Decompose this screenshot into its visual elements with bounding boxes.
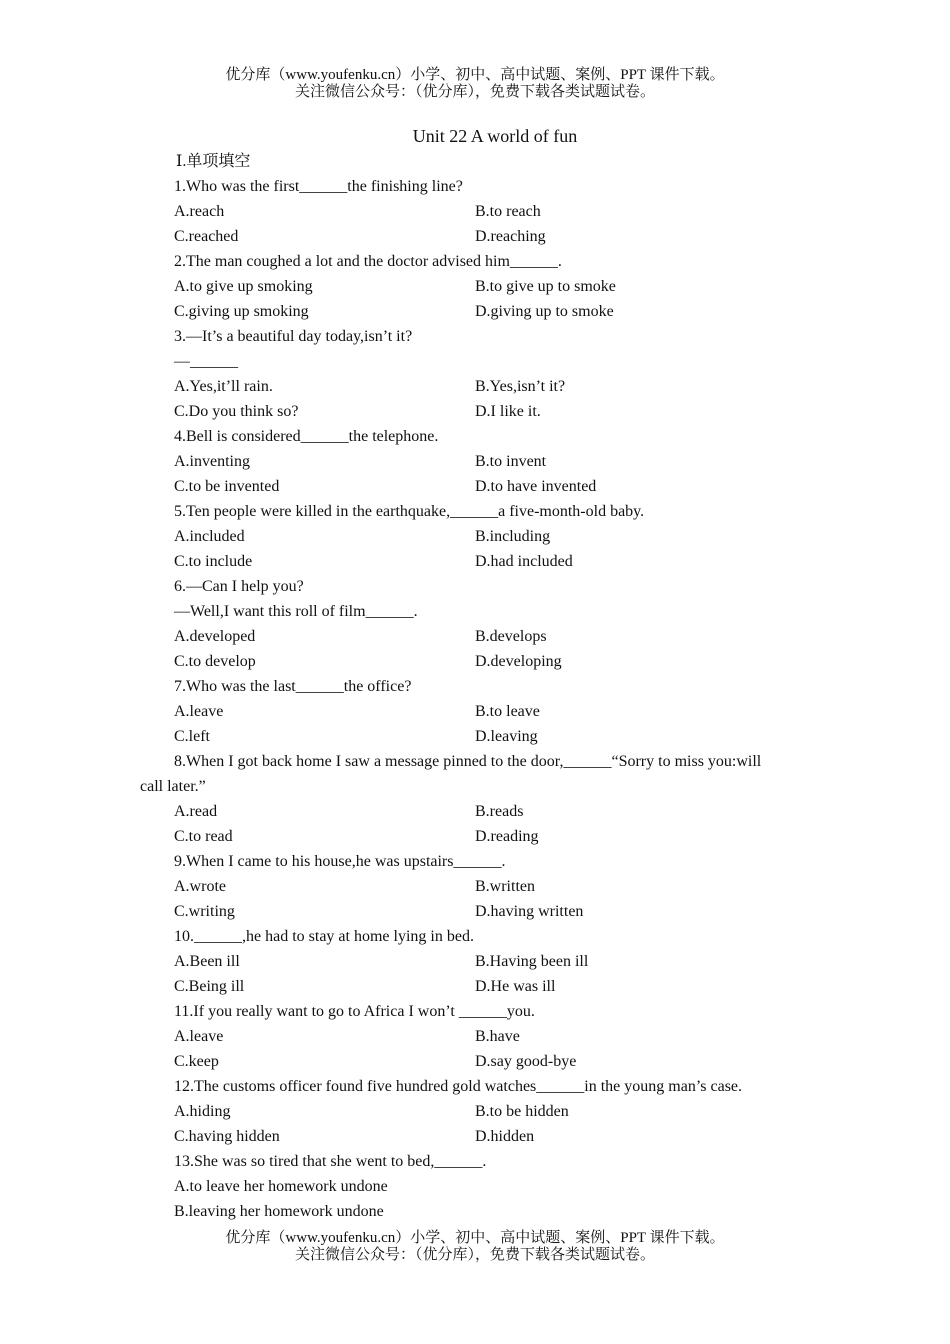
option-row [140, 524, 820, 549]
option-a: A.to leave her homework undone [174, 1178, 388, 1195]
option-d: D.reaching [475, 228, 546, 245]
option-c: C.to include [174, 553, 253, 570]
option-d: D.giving up to smoke [475, 303, 614, 320]
option-b: B.to leave [475, 703, 540, 720]
question-stem-reply: —Well,I want this roll of film______. [174, 603, 418, 620]
option-b: B.Yes,isn’t it? [475, 378, 566, 395]
option-row [140, 949, 820, 974]
option-row [140, 1124, 820, 1149]
page-footer [0, 1230, 950, 1264]
option-d: D.developing [475, 653, 562, 670]
section-heading: Ⅰ.单项填空 [176, 153, 251, 170]
question-stem: 6.—Can I help you? [174, 578, 304, 595]
option-a: A.inventing [174, 453, 250, 470]
question-stem: 7.Who was the last______the office? [174, 678, 412, 695]
option-d: D.leaving [475, 728, 538, 745]
option-a: A.included [174, 528, 245, 545]
option-row [140, 1049, 820, 1074]
option-c: C.giving up smoking [174, 303, 309, 320]
option-row [140, 624, 820, 649]
option-b: B.to give up to smoke [475, 278, 616, 295]
header-line-2: 关注微信公众号：（优分库），免费下载各类试题试卷。 [294, 84, 655, 100]
option-row [140, 824, 820, 849]
option-c: C.keep [174, 1053, 219, 1070]
option-row [140, 449, 820, 474]
option-c: C.having hidden [174, 1128, 280, 1145]
option-row [140, 899, 820, 924]
option-row [140, 1099, 820, 1124]
footer-line-2: 关注微信公众号：（优分库），免费下载各类试题试卷。 [294, 1247, 655, 1263]
question-stem: 8.When I got back home I saw a message pinned to the door,______“Sorry to miss you:will [174, 753, 762, 770]
option-b: B.have [475, 1028, 520, 1045]
option-c: C.to develop [174, 653, 256, 670]
option-c: C.writing [174, 903, 235, 920]
option-row [140, 549, 820, 574]
question-stem: 3.—It’s a beautiful day today,isn’t it? [174, 328, 413, 345]
option-a: A.hiding [174, 1103, 231, 1120]
option-row [140, 199, 820, 224]
option-d: D.having written [475, 903, 584, 920]
question-stem: 1.Who was the first______the finishing line? [174, 178, 463, 195]
option-a: A.leave [174, 703, 224, 720]
option-d: D.He was ill [475, 978, 556, 995]
option-row [140, 399, 820, 424]
option-b: B.Having been ill [475, 953, 589, 970]
question-stem: 11.If you really want to go to Africa I won’t ______you. [174, 1003, 535, 1020]
option-b: B.including [475, 528, 551, 545]
option-row [140, 724, 820, 749]
question-stem: 13.She was so tired that she went to bed,______. [174, 1153, 487, 1170]
option-b: B.to be hidden [475, 1103, 569, 1120]
option-a: A.Been ill [174, 953, 240, 970]
question-stem-continued: call later.” [140, 778, 206, 795]
option-d: D.to have invented [475, 478, 597, 495]
page-title: Unit 22 A world of fun [412, 126, 578, 146]
question-stem: 9.When I came to his house,he was upstairs______. [174, 853, 506, 870]
question-stem: 2.The man coughed a lot and the doctor advised him______. [174, 253, 562, 270]
option-c: C.left [174, 728, 210, 745]
exercise-body [140, 149, 820, 1224]
option-row [140, 224, 820, 249]
option-c: C.Being ill [174, 978, 245, 995]
option-b: B.to invent [475, 453, 547, 470]
question-stem: 4.Bell is considered______the telephone. [174, 428, 439, 445]
header-line-1: 优分库（www.youfenku.cn）小学、初中、高中试题、案例、PPT 课件下载。 [225, 67, 725, 83]
option-row [140, 799, 820, 824]
option-c: C.Do you think so? [174, 403, 299, 420]
option-c: C.to read [174, 828, 233, 845]
option-c: C.to be invented [174, 478, 280, 495]
option-d: D.say good-bye [475, 1053, 577, 1070]
question-stem: 5.Ten people were killed in the earthquake,______a five-month-old baby. [174, 503, 645, 520]
option-a: A.reach [174, 203, 225, 220]
option-row [140, 649, 820, 674]
option-row [140, 699, 820, 724]
option-a: A.leave [174, 1028, 224, 1045]
question-stem: 12.The customs officer found five hundred gold watches______in the young man’s case. [174, 1078, 743, 1095]
option-d: D.had included [475, 553, 573, 570]
option-d: D.hidden [475, 1128, 535, 1145]
option-row [140, 374, 820, 399]
option-a: A.to give up smoking [174, 278, 313, 295]
option-d: D.reading [475, 828, 539, 845]
option-a: A.read [174, 803, 218, 820]
option-a: A.wrote [174, 878, 226, 895]
footer-line-1: 优分库（www.youfenku.cn）小学、初中、高中试题、案例、PPT 课件下载。 [225, 1230, 725, 1246]
option-row [140, 1024, 820, 1049]
option-c: C.reached [174, 228, 239, 245]
option-b: B.written [475, 878, 535, 895]
option-b: B.reads [475, 803, 524, 820]
option-row [140, 274, 820, 299]
option-row [140, 874, 820, 899]
option-a: A.developed [174, 628, 256, 645]
option-b: B.leaving her homework undone [174, 1203, 384, 1220]
option-row [140, 474, 820, 499]
option-b: B.develops [475, 628, 547, 645]
option-b: B.to reach [475, 203, 541, 220]
option-row [140, 299, 820, 324]
page-header [0, 67, 950, 101]
option-row [140, 974, 820, 999]
option-d: D.I like it. [475, 403, 541, 420]
option-a: A.Yes,it’ll rain. [174, 378, 273, 395]
question-stem: 10.______,he had to stay at home lying in bed. [174, 928, 474, 945]
question-stem-reply: —______ [174, 353, 238, 370]
